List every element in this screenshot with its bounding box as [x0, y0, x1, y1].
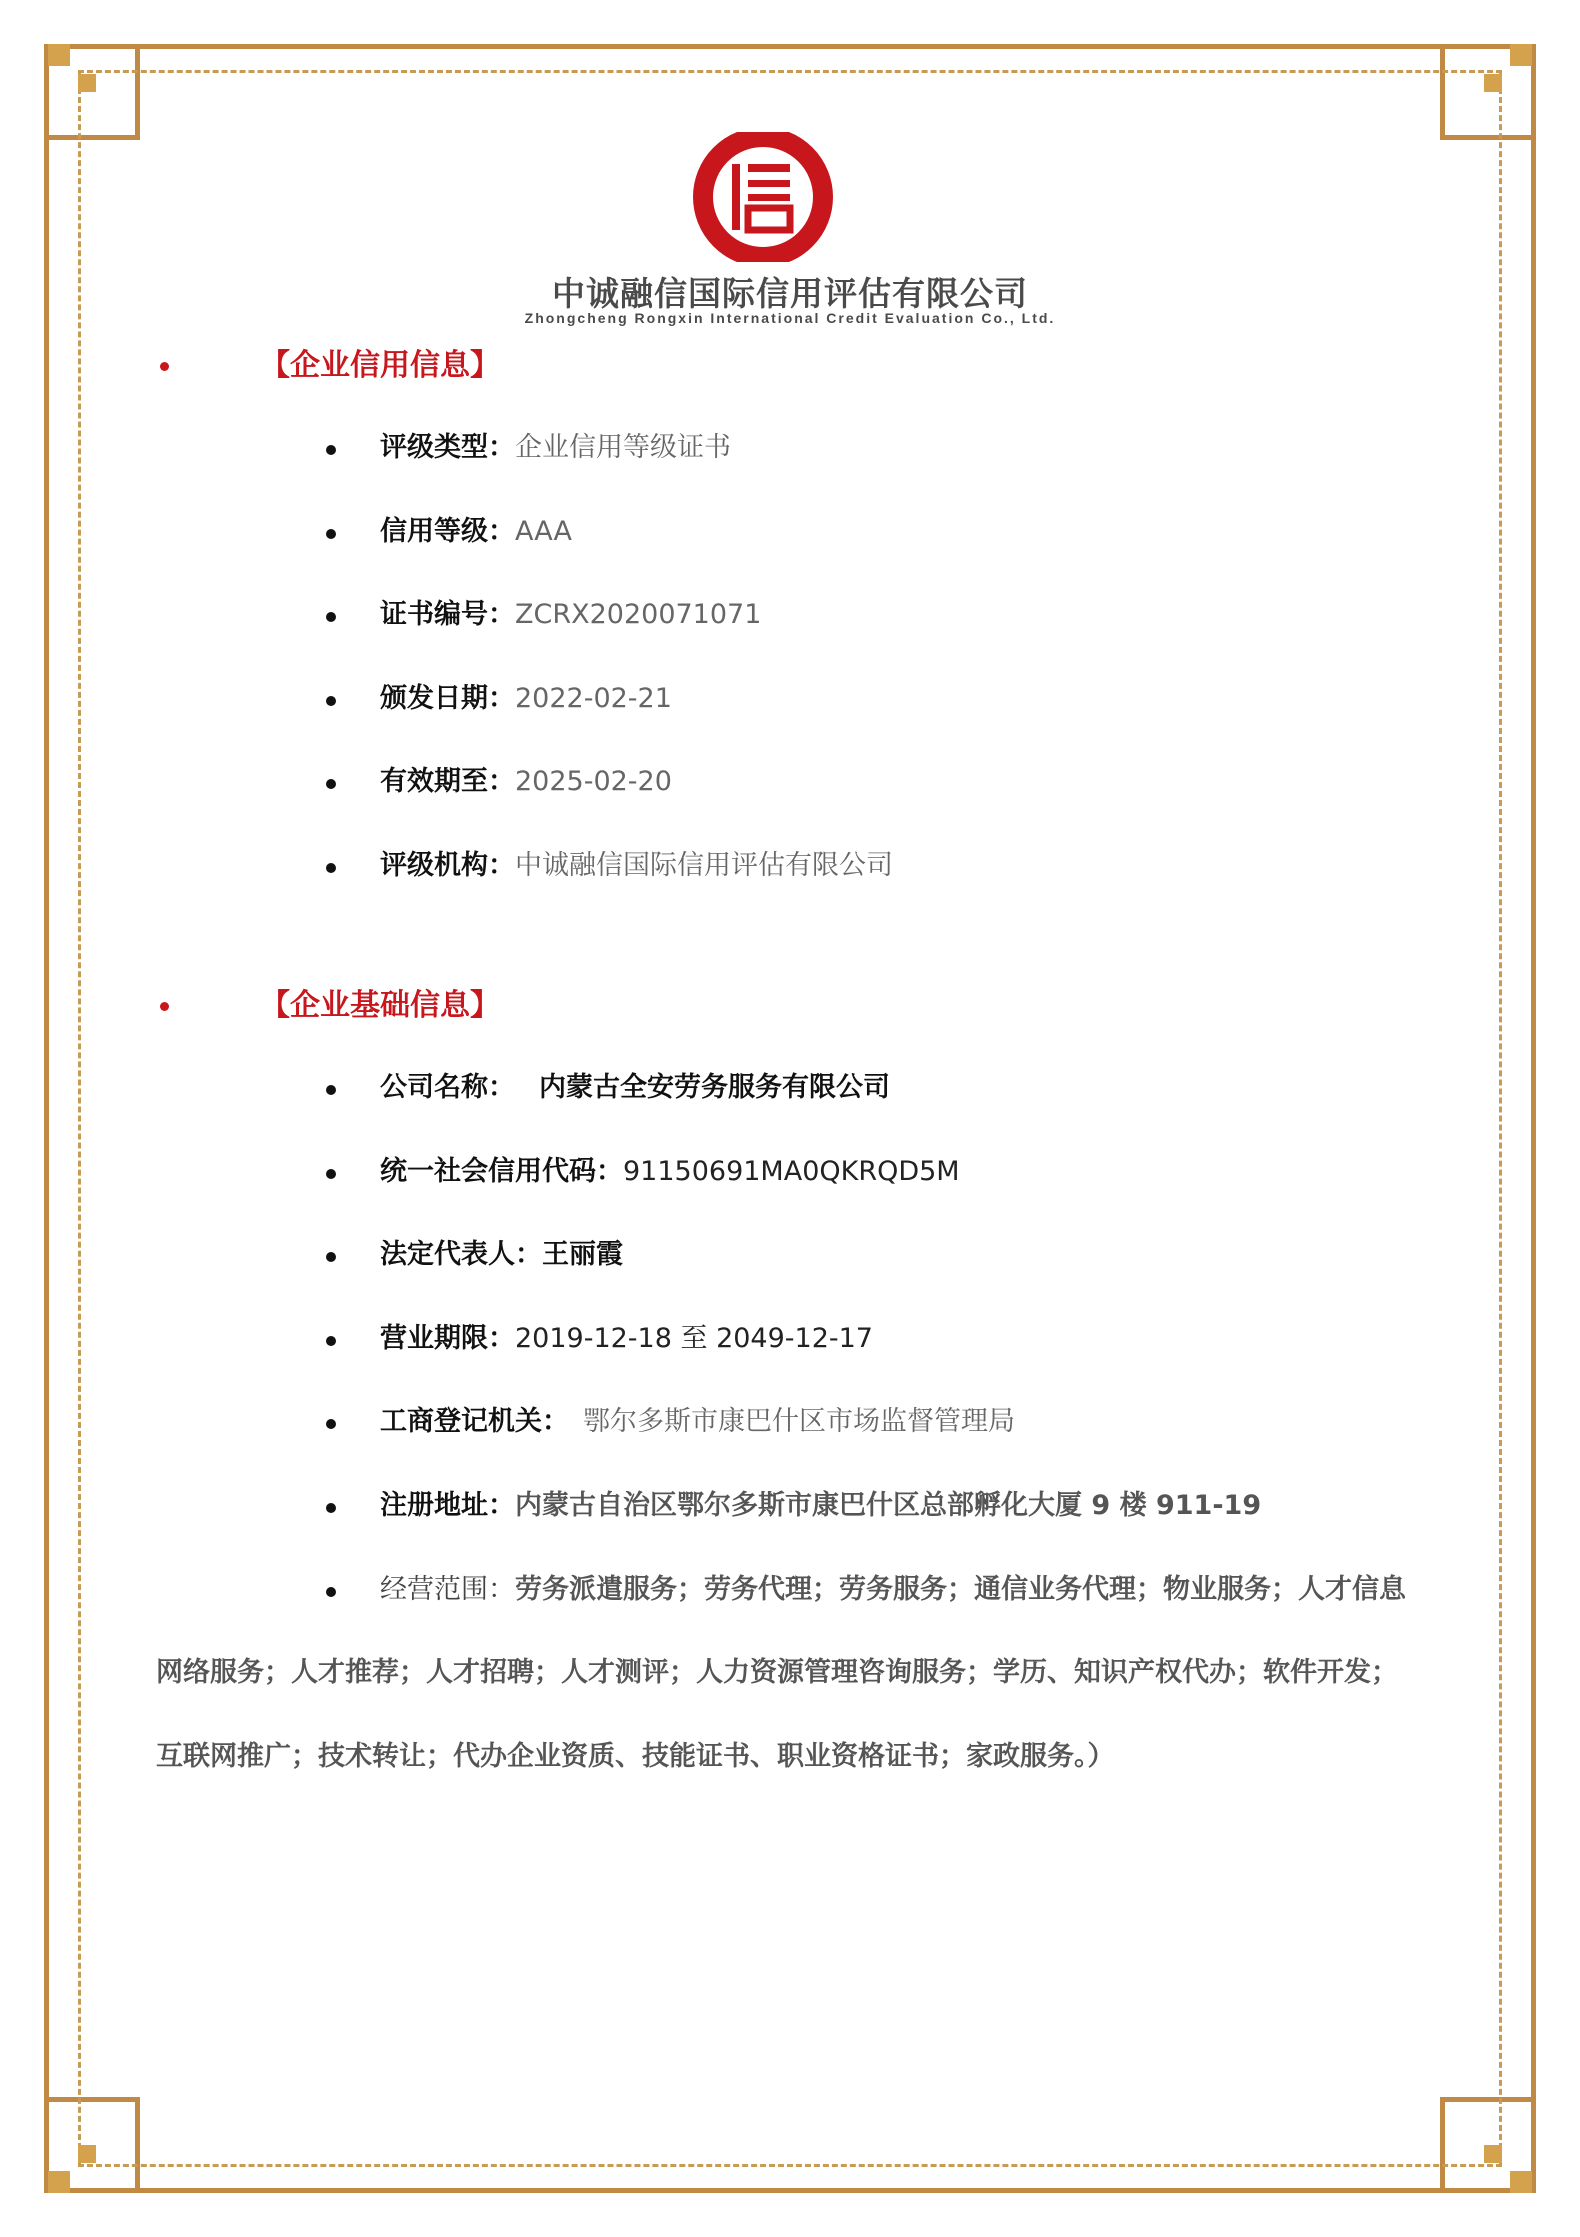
item-label: 法定代表人：	[380, 1239, 542, 1270]
bullet-icon	[326, 1085, 336, 1095]
item-label: 信用等级：	[380, 516, 515, 547]
item-value: 王丽霞	[542, 1239, 623, 1270]
bullet-icon	[326, 1336, 336, 1346]
basic-section-title: 【企业基础信息】	[260, 988, 500, 1023]
scope-text-line-1: 劳务派遣服务；劳务代理；劳务服务；通信业务代理；物业服务；人才信息	[515, 1574, 1406, 1605]
item-label: 证书编号：	[380, 599, 515, 630]
corner-ornament-tr	[1510, 44, 1532, 66]
item-value: 2025-02-20	[515, 766, 672, 797]
item-label: 评级机构：	[380, 850, 515, 881]
corner-ornament-bl-inner	[78, 2145, 96, 2163]
bullet-icon	[326, 529, 336, 539]
bullet-icon	[326, 1169, 336, 1179]
bullet-icon	[326, 1419, 336, 1429]
item-label: 统一社会信用代码：	[380, 1156, 623, 1187]
item-value: 2019-12-18 至 2049-12-17	[515, 1323, 873, 1354]
item-label: 有效期至：	[380, 766, 515, 797]
corner-ornament-tl	[48, 44, 70, 66]
item-value: 2022-02-21	[515, 683, 672, 714]
bullet-icon	[326, 612, 336, 622]
bullet-icon	[326, 863, 336, 873]
bullet-icon	[326, 445, 336, 455]
item-value: ZCRX2020071071	[515, 599, 762, 630]
item-label: 公司名称：	[380, 1072, 515, 1103]
corner-ornament-tl-inner	[78, 74, 96, 92]
corner-ornament-bl	[48, 2171, 70, 2193]
bullet-icon	[160, 1002, 169, 1011]
bullet-icon	[326, 696, 336, 706]
item-label: 颁发日期：	[380, 683, 515, 714]
bullet-icon	[326, 1252, 336, 1262]
item-value: 内蒙古全安劳务服务有限公司	[539, 1072, 890, 1103]
scope-text-line-3: 互联网推广；技术转让；代办企业资质、技能证书、职业资格证书；家政服务。）	[156, 1741, 1115, 1772]
item-label: 经营范围：	[380, 1574, 515, 1605]
scope-text-line-2: 网络服务；人才推荐；人才招聘；人才测评；人力资源管理咨询服务；学历、知识产权代办；软件开发；	[156, 1657, 1398, 1688]
item-label: 评级类型：	[380, 432, 515, 463]
corner-ornament-br	[1510, 2171, 1532, 2193]
item-value: AAA	[515, 516, 572, 547]
bullet-icon	[160, 362, 169, 371]
credit-section-title: 【企业信用信息】	[260, 348, 500, 383]
item-value: 中诚融信国际信用评估有限公司	[515, 850, 893, 881]
company-logo-icon	[688, 132, 838, 262]
item-label: 工商登记机关：	[380, 1406, 569, 1437]
corner-ornament-br-inner	[1484, 2145, 1502, 2163]
corner-ornament-tr-inner	[1484, 74, 1502, 92]
item-value: 内蒙古自治区鄂尔多斯市康巴什区总部孵化大厦 9 楼 911-19	[515, 1490, 1262, 1521]
item-value: 91150691MA0QKRQD5M	[623, 1156, 960, 1187]
bullet-icon	[326, 1587, 336, 1597]
item-value: 企业信用等级证书	[515, 432, 731, 463]
company-name-en: Zhongcheng Rongxin International Credit Evaluation Co., Ltd.	[524, 310, 1056, 326]
item-label: 注册地址：	[380, 1490, 515, 1521]
bullet-icon	[326, 1503, 336, 1513]
item-value: 鄂尔多斯市康巴什区市场监督管理局	[583, 1406, 1015, 1437]
company-name-cn: 中诚融信国际信用评估有限公司	[552, 275, 1028, 312]
bullet-icon	[326, 779, 336, 789]
item-label: 营业期限：	[380, 1323, 515, 1354]
